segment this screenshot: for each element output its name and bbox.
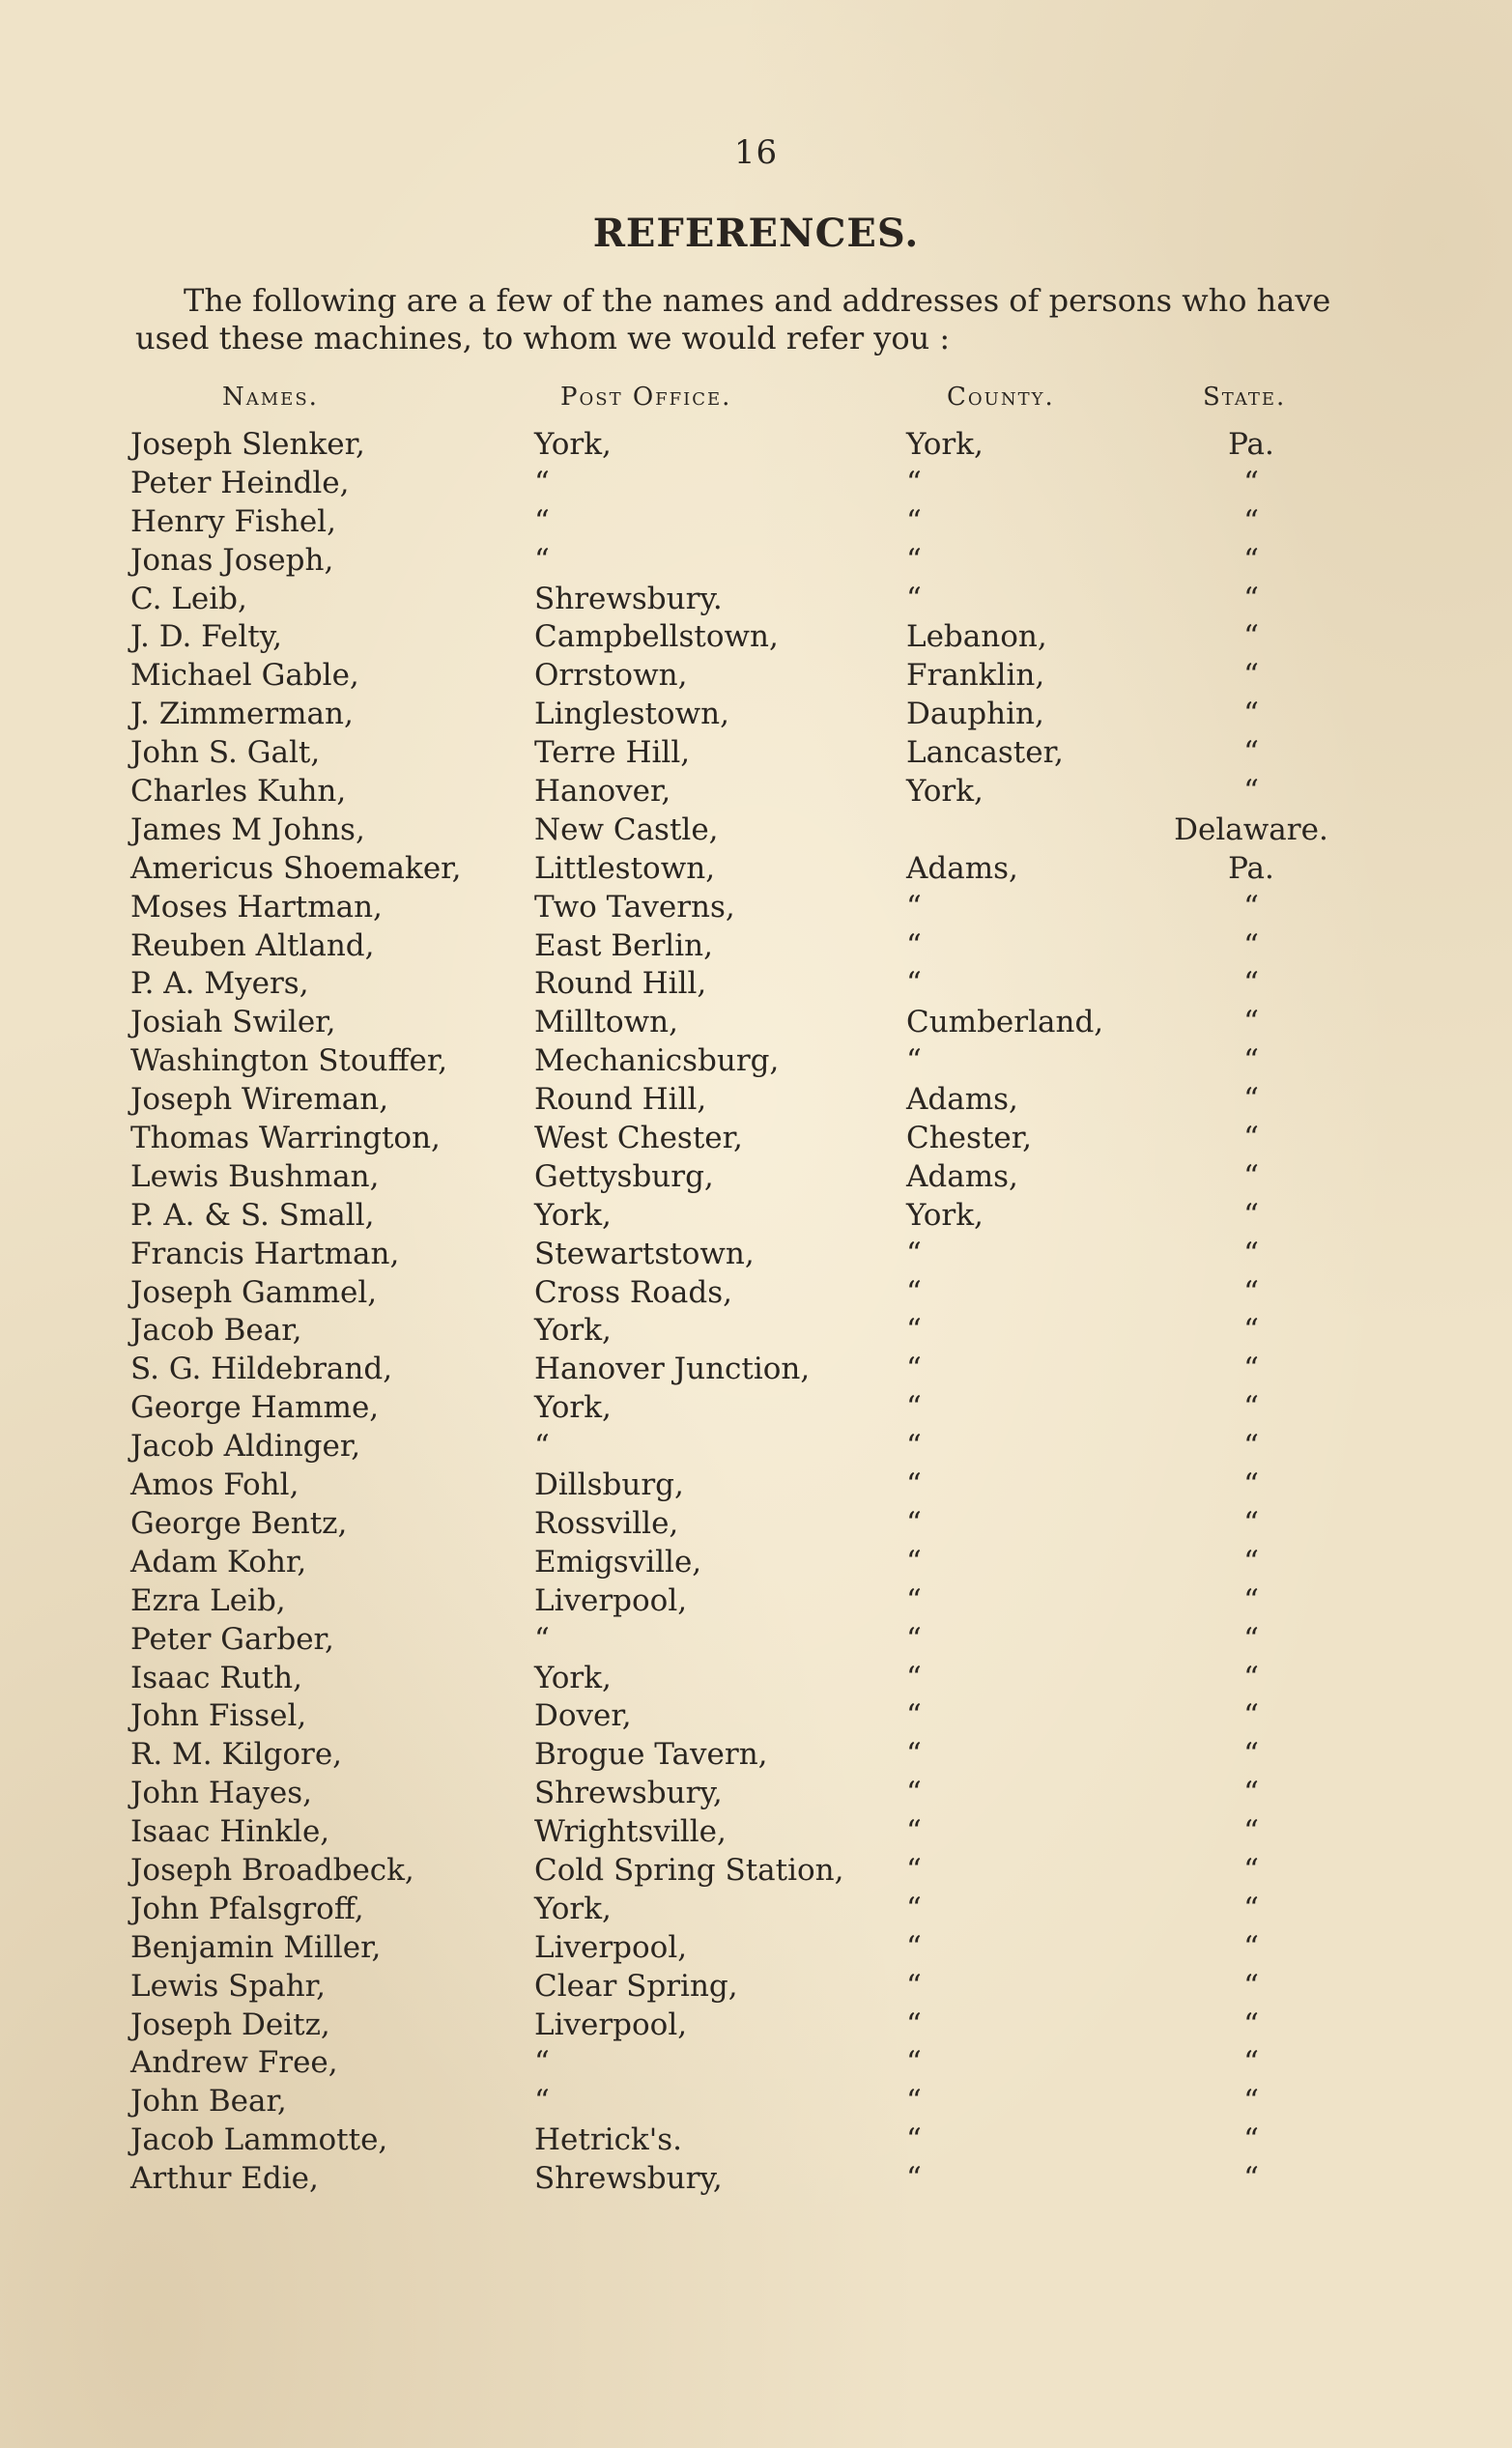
county-cell: “ — [906, 1621, 922, 1657]
county-cell: “ — [906, 1660, 922, 1695]
intro-paragraph: The following are a few of the names and addresses of persons who have used these machines, to whom we would refer you : — [135, 282, 1331, 356]
post-office-cell: East Berlin, — [534, 927, 713, 963]
state-cell: “ — [1243, 774, 1259, 810]
table-row — [0, 1080, 1512, 1119]
post-office-cell: Terre Hill, — [534, 735, 691, 771]
table-row — [0, 1735, 1512, 1774]
table-row — [0, 695, 1512, 733]
state-cell: “ — [1243, 1582, 1259, 1618]
state-cell: “ — [1243, 1390, 1259, 1426]
post-office-cell: Campbellstown, — [534, 619, 779, 655]
table-row — [0, 888, 1512, 926]
table-row — [0, 1967, 1512, 2006]
county-cell: “ — [906, 1505, 922, 1541]
post-office-cell: “ — [534, 2045, 550, 2081]
name-cell: George Bentz, — [130, 1505, 348, 1541]
name-cell: Henry Fishel, — [130, 503, 336, 539]
name-cell: Jonas Joseph, — [130, 542, 334, 578]
name-cell: Thomas Warrington, — [130, 1121, 441, 1156]
table-row — [0, 1119, 1512, 1157]
table-row — [0, 733, 1512, 772]
name-cell: James M Johns, — [130, 811, 365, 847]
post-office-cell: Hanover Junction, — [534, 1352, 811, 1387]
name-cell: P. A. & S. Small, — [130, 1197, 375, 1233]
county-cell: “ — [906, 503, 922, 539]
name-cell: C. Leib, — [130, 581, 247, 616]
state-cell: “ — [1243, 1197, 1259, 1233]
post-office-cell: “ — [534, 465, 550, 500]
state-cell: “ — [1243, 542, 1259, 578]
state-cell: “ — [1243, 1660, 1259, 1695]
state-cell: “ — [1243, 1968, 1259, 2004]
state-cell: “ — [1243, 697, 1259, 732]
table-row — [0, 1543, 1512, 1581]
table-row — [0, 502, 1512, 541]
state-cell: “ — [1243, 1544, 1259, 1580]
state-cell: “ — [1243, 2007, 1259, 2042]
name-cell: Amos Fohl, — [130, 1467, 300, 1503]
post-office-cell: “ — [534, 542, 550, 578]
table-row — [0, 1041, 1512, 1080]
post-office-cell: Clear Spring, — [534, 1968, 738, 2004]
state-cell: “ — [1243, 889, 1259, 925]
table-row — [0, 1581, 1512, 1620]
state-cell: “ — [1243, 2084, 1259, 2120]
table-row — [0, 811, 1512, 849]
post-office-cell: Brogue Tavern, — [534, 1737, 768, 1773]
county-cell: Franklin, — [906, 658, 1045, 694]
state-cell: “ — [1243, 619, 1259, 655]
name-cell: Adam Kohr, — [130, 1544, 307, 1580]
name-cell: Andrew Free, — [130, 2045, 338, 2081]
name-cell: Reuben Altland, — [130, 927, 375, 963]
table-row — [0, 2121, 1512, 2159]
post-office-cell: “ — [534, 1621, 550, 1657]
post-office-cell: Stewartstown, — [534, 1236, 755, 1271]
post-office-cell: York, — [534, 1390, 612, 1426]
state-cell: “ — [1243, 2161, 1259, 2197]
state-cell: “ — [1243, 503, 1259, 539]
county-cell: “ — [906, 1544, 922, 1580]
county-cell: “ — [906, 966, 922, 1002]
post-office-cell: Round Hill, — [534, 1082, 707, 1118]
table-row — [0, 1350, 1512, 1388]
state-cell: “ — [1243, 1505, 1259, 1541]
table-row — [0, 1620, 1512, 1659]
county-cell: Adams, — [906, 1158, 1018, 1194]
county-cell: Dauphin, — [906, 697, 1044, 732]
post-office-cell: Liverpool, — [534, 2007, 688, 2042]
post-office-cell: Round Hill, — [534, 966, 707, 1002]
post-office-cell: Liverpool, — [534, 1929, 688, 1965]
state-cell: “ — [1243, 2122, 1259, 2158]
post-office-cell: Linglestown, — [534, 697, 729, 732]
post-office-cell: York, — [534, 1891, 612, 1926]
state-cell: “ — [1243, 1352, 1259, 1387]
post-office-cell: York, — [534, 427, 612, 462]
table-row — [0, 1812, 1512, 1851]
county-cell: “ — [906, 1236, 922, 1271]
county-cell: “ — [906, 1043, 922, 1079]
county-cell: “ — [906, 1698, 922, 1734]
county-cell: York, — [906, 774, 984, 810]
post-office-cell: New Castle, — [534, 811, 719, 847]
county-cell: “ — [906, 1390, 922, 1426]
column-header-post-office: Post Office. — [560, 383, 732, 412]
name-cell: Joseph Gammel, — [130, 1274, 378, 1310]
state-cell: “ — [1243, 1043, 1259, 1079]
state-cell: Delaware. — [1174, 811, 1328, 847]
post-office-cell: Rossville, — [534, 1505, 679, 1541]
name-cell: Joseph Slenker, — [130, 427, 365, 462]
name-cell: Washington Stouffer, — [130, 1043, 448, 1079]
table-row — [0, 1235, 1512, 1273]
state-cell: “ — [1243, 1274, 1259, 1310]
name-cell: P. A. Myers, — [130, 966, 309, 1002]
post-office-cell: Shrewsbury, — [534, 1776, 723, 1811]
table-row — [0, 1388, 1512, 1427]
table-row — [0, 656, 1512, 695]
county-cell: “ — [906, 1313, 922, 1349]
county-cell: York, — [906, 427, 984, 462]
state-cell: “ — [1243, 1891, 1259, 1926]
name-cell: Benjamin Miller, — [130, 1929, 382, 1965]
name-cell: Josiah Swiler, — [130, 1005, 336, 1040]
table-row — [0, 1157, 1512, 1196]
post-office-cell: “ — [534, 503, 550, 539]
post-office-cell: “ — [534, 2084, 550, 2120]
post-office-cell: Dover, — [534, 1698, 632, 1734]
references-table — [0, 425, 1512, 2198]
post-office-cell: York, — [534, 1660, 612, 1695]
post-office-cell: Two Taverns, — [534, 889, 735, 925]
state-cell: “ — [1243, 1929, 1259, 1965]
post-office-cell: Littlestown, — [534, 850, 716, 886]
county-cell: “ — [906, 1274, 922, 1310]
post-office-cell: Hetrick's. — [534, 2122, 683, 2158]
table-row — [0, 1851, 1512, 1890]
county-cell: “ — [906, 465, 922, 500]
state-cell: “ — [1243, 735, 1259, 771]
state-cell: “ — [1243, 1236, 1259, 1271]
state-cell: Pa. — [1228, 427, 1274, 462]
name-cell: Jacob Aldinger, — [130, 1429, 361, 1465]
table-row — [0, 849, 1512, 888]
county-cell: Lancaster, — [906, 735, 1064, 771]
state-cell: “ — [1243, 465, 1259, 500]
county-cell: Adams, — [906, 1082, 1018, 1118]
table-row — [0, 1427, 1512, 1466]
table-row — [0, 2082, 1512, 2121]
county-cell: “ — [906, 1467, 922, 1503]
table-row — [0, 541, 1512, 580]
county-cell: “ — [906, 542, 922, 578]
name-cell: Moses Hartman, — [130, 889, 383, 925]
name-cell: Joseph Deitz, — [130, 2007, 330, 2042]
county-cell: “ — [906, 1814, 922, 1850]
state-cell: “ — [1243, 1467, 1259, 1503]
state-cell: “ — [1243, 658, 1259, 694]
county-cell: “ — [906, 2161, 922, 2197]
table-row — [0, 2043, 1512, 2082]
column-header-state: State. — [1203, 383, 1287, 412]
county-cell: “ — [906, 2122, 922, 2158]
county-cell: “ — [906, 1776, 922, 1811]
table-row — [0, 1774, 1512, 1812]
column-header-county: County. — [947, 383, 1055, 412]
state-cell: “ — [1243, 1737, 1259, 1773]
name-cell: Jacob Lammotte, — [130, 2122, 388, 2158]
table-row — [0, 2006, 1512, 2044]
table-row — [0, 464, 1512, 502]
column-header-names: Names. — [222, 383, 319, 412]
state-cell: “ — [1243, 1429, 1259, 1465]
name-cell: John Pfalsgroff, — [130, 1891, 364, 1926]
county-cell: “ — [906, 2007, 922, 2042]
county-cell: “ — [906, 1429, 922, 1465]
post-office-cell: Cold Spring Station, — [534, 1852, 844, 1888]
county-cell: York, — [906, 1197, 984, 1233]
name-cell: John Fissel, — [130, 1698, 307, 1734]
county-cell: “ — [906, 1929, 922, 1965]
county-cell: “ — [906, 2045, 922, 2081]
table-row — [0, 1890, 1512, 1928]
post-office-cell: Hanover, — [534, 774, 671, 810]
table-row — [0, 1311, 1512, 1350]
state-cell: “ — [1243, 1852, 1259, 1888]
name-cell: R. M. Kilgore, — [130, 1737, 343, 1773]
table-row — [0, 772, 1512, 811]
state-cell: “ — [1243, 1005, 1259, 1040]
state-cell: “ — [1243, 927, 1259, 963]
county-cell: Adams, — [906, 850, 1018, 886]
table-row — [0, 617, 1512, 656]
table-row — [0, 1659, 1512, 1697]
name-cell: Charles Kuhn, — [130, 774, 347, 810]
page-number: 16 — [733, 133, 779, 172]
name-cell: Jacob Bear, — [130, 1313, 302, 1349]
table-row — [0, 1696, 1512, 1735]
name-cell: J. Zimmerman, — [130, 697, 354, 732]
name-cell: Peter Garber, — [130, 1621, 334, 1657]
county-cell: “ — [906, 1582, 922, 1618]
table-row — [0, 1504, 1512, 1543]
name-cell: Francis Hartman, — [130, 1236, 400, 1271]
page-title: REFERENCES. — [592, 211, 920, 256]
table-row — [0, 425, 1512, 464]
name-cell: Lewis Spahr, — [130, 1968, 326, 2004]
name-cell: Americus Shoemaker, — [130, 850, 462, 886]
state-cell: “ — [1243, 1698, 1259, 1734]
post-office-cell: Mechanicsburg, — [534, 1043, 780, 1079]
county-cell: Cumberland, — [906, 1005, 1104, 1040]
post-office-cell: Milltown, — [534, 1005, 678, 1040]
post-office-cell: Orrstown, — [534, 658, 688, 694]
county-cell: “ — [906, 1852, 922, 1888]
state-cell: “ — [1243, 1158, 1259, 1194]
table-row — [0, 1003, 1512, 1041]
name-cell: Arthur Edie, — [130, 2161, 319, 2197]
name-cell: Ezra Leib, — [130, 1582, 286, 1618]
name-cell: Isaac Ruth, — [130, 1660, 302, 1695]
post-office-cell: Cross Roads, — [534, 1274, 732, 1310]
table-row — [0, 1928, 1512, 1967]
name-cell: Peter Heindle, — [130, 465, 350, 500]
state-cell: “ — [1243, 966, 1259, 1002]
name-cell: John Bear, — [130, 2084, 287, 2120]
county-cell: “ — [906, 2084, 922, 2120]
state-cell: “ — [1243, 1313, 1259, 1349]
table-row — [0, 580, 1512, 618]
table-row — [0, 1196, 1512, 1235]
table-row — [0, 1273, 1512, 1312]
county-cell: “ — [906, 581, 922, 616]
state-cell: “ — [1243, 1621, 1259, 1657]
post-office-cell: Liverpool, — [534, 1582, 688, 1618]
post-office-cell: York, — [534, 1313, 612, 1349]
state-cell: “ — [1243, 581, 1259, 616]
state-cell: “ — [1243, 1814, 1259, 1850]
name-cell: John Hayes, — [130, 1776, 313, 1811]
county-cell: “ — [906, 927, 922, 963]
name-cell: Joseph Broadbeck, — [130, 1852, 414, 1888]
post-office-cell: Shrewsbury, — [534, 2161, 723, 2197]
post-office-cell: West Chester, — [534, 1121, 743, 1156]
post-office-cell: Gettysburg, — [534, 1158, 714, 1194]
post-office-cell: Wrightsville, — [534, 1814, 727, 1850]
table-row — [0, 2159, 1512, 2198]
county-cell: Lebanon, — [906, 619, 1047, 655]
table-row — [0, 926, 1512, 965]
state-cell: “ — [1243, 2045, 1259, 2081]
post-office-cell: Emigsville, — [534, 1544, 702, 1580]
county-cell: Chester, — [906, 1121, 1033, 1156]
table-row — [0, 1466, 1512, 1504]
name-cell: Michael Gable, — [130, 658, 359, 694]
county-cell: “ — [906, 1352, 922, 1387]
state-cell: “ — [1243, 1082, 1259, 1118]
table-row — [0, 964, 1512, 1003]
county-cell: “ — [906, 1968, 922, 2004]
post-office-cell: Dillsburg, — [534, 1467, 684, 1503]
name-cell: J. D. Felty, — [130, 619, 282, 655]
state-cell: “ — [1243, 1776, 1259, 1811]
county-cell: “ — [906, 889, 922, 925]
name-cell: John S. Galt, — [130, 735, 321, 771]
county-cell: “ — [906, 1737, 922, 1773]
state-cell: Pa. — [1228, 850, 1274, 886]
name-cell: George Hamme, — [130, 1390, 380, 1426]
state-cell: “ — [1243, 1121, 1259, 1156]
name-cell: Lewis Bushman, — [130, 1158, 380, 1194]
name-cell: S. G. Hildebrand, — [130, 1352, 393, 1387]
post-office-cell: York, — [534, 1197, 612, 1233]
post-office-cell: Shrewsbury. — [534, 581, 723, 616]
name-cell: Isaac Hinkle, — [130, 1814, 330, 1850]
post-office-cell: “ — [534, 1429, 550, 1465]
county-cell: “ — [906, 1891, 922, 1926]
name-cell: Joseph Wireman, — [130, 1082, 389, 1118]
